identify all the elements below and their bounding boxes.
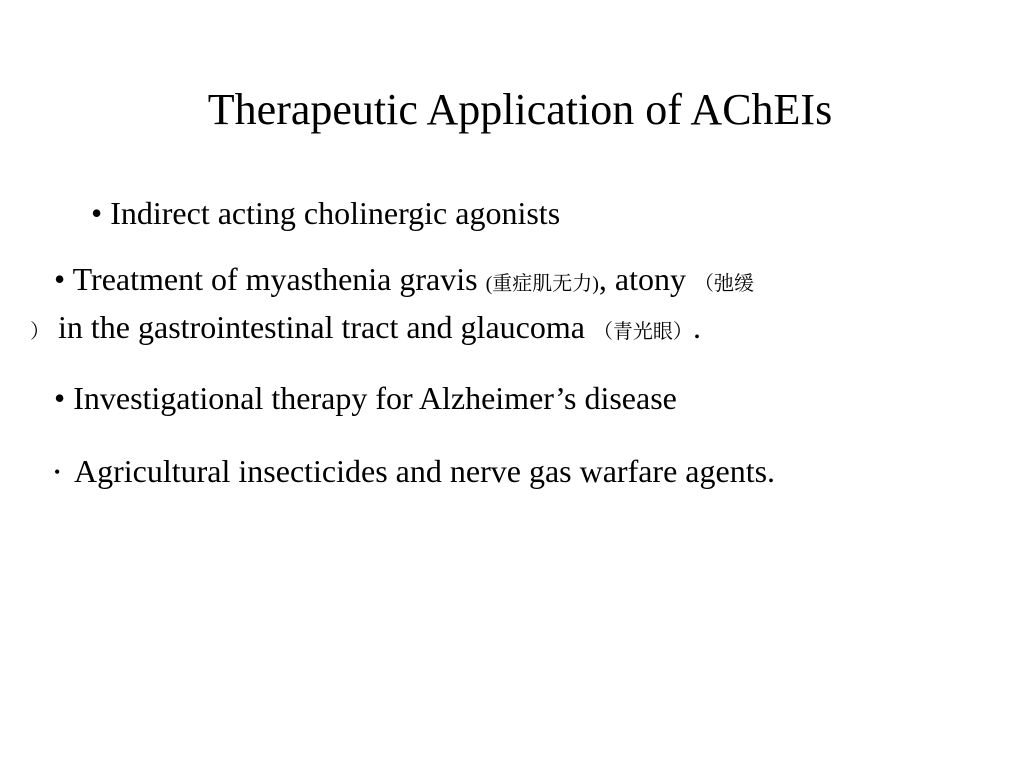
chinese-annotation-atony: （弛缓	[694, 273, 754, 295]
chinese-annotation-glaucoma: （青光眼）	[592, 321, 693, 343]
bullet-text: , atony	[598, 261, 686, 297]
bullet-indirect-agonists	[91, 193, 560, 233]
bullet-mark: •	[91, 195, 103, 231]
bullet-text: Investigational therapy for Alzheimer’s disease	[73, 380, 677, 416]
bullet-treatment-line-2	[30, 307, 701, 352]
bullet-investigational-therapy	[54, 378, 677, 418]
slide-title: Therapeutic Application of AChEIs	[207, 85, 833, 134]
chinese-annotation-myasthenia: (重症肌无力)	[485, 273, 599, 295]
bullet-text: in the gastrointestinal tract and glaucoma	[58, 309, 585, 345]
chinese-annotation-atony-close: ）	[30, 321, 50, 343]
bullet-mark: •	[54, 261, 66, 297]
bullet-text: Indirect acting cholinergic agonists	[110, 195, 561, 231]
bullet-agricultural-insecticides	[54, 451, 775, 492]
bullet-mark: •	[54, 380, 66, 416]
bullet-text: Agricultural insecticides and nerve gas warfare agents.	[74, 453, 776, 489]
bullet-treatment-line-1	[54, 259, 754, 304]
bullet-text: Treatment of myasthenia gravis	[72, 261, 478, 297]
bullet-mark: •	[54, 462, 61, 482]
bullet-text: .	[692, 309, 701, 345]
